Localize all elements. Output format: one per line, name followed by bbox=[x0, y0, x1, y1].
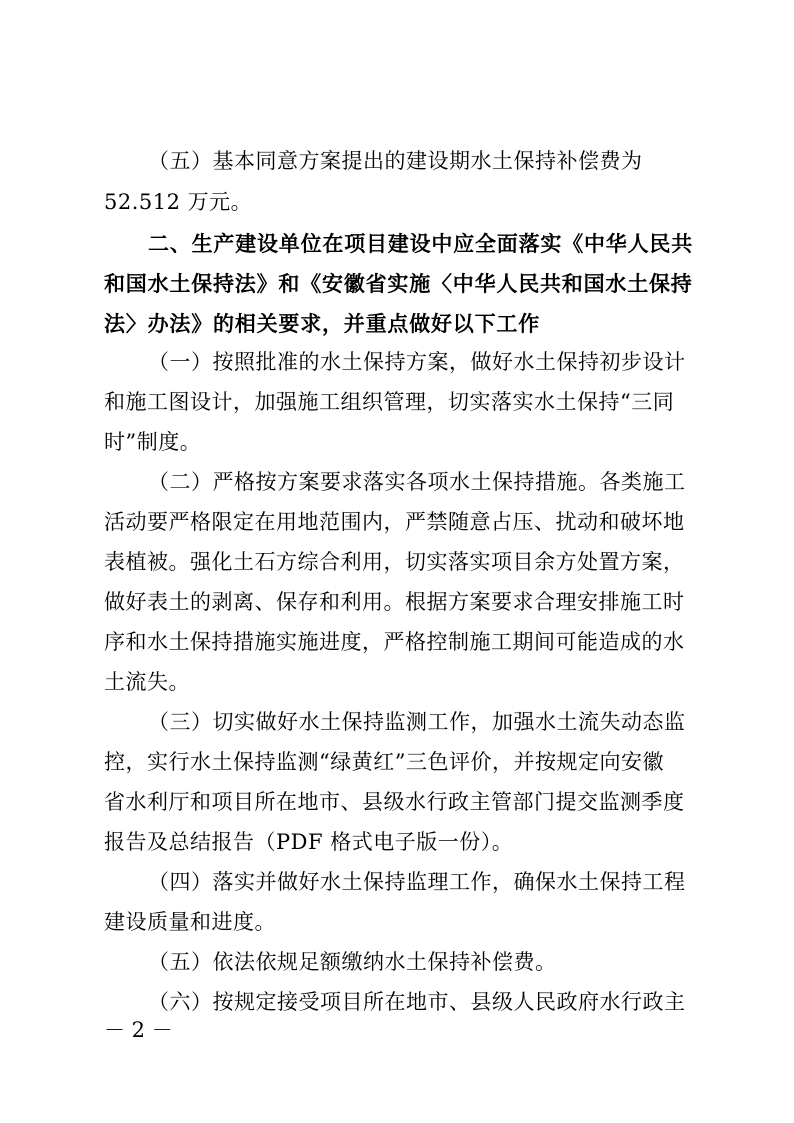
paragraph-line: （三）切实做好水土保持监测工作，加强水土流失动态监 bbox=[148, 710, 686, 734]
paragraph-line: 做好表土的剥离、保存和利用。根据方案要求合理安排施工时 bbox=[104, 590, 685, 614]
section-heading-line: 二、生产建设单位在项目建设中应全面落实《中华人民共 bbox=[148, 232, 693, 256]
page-number: － 2 － bbox=[104, 1018, 173, 1042]
section-heading-line: 法〉办法》的相关要求，并重点做好以下工作 bbox=[104, 312, 540, 336]
paragraph-line: （一）按照批准的水土保持方案，做好水土保持初步设计 bbox=[148, 350, 686, 374]
paragraph-line: （五）依法依规足额缴纳水土保持补偿费。 bbox=[148, 950, 557, 974]
paragraph-line: 活动要严格限定在用地范围内，严禁随意占压、扰动和破坏地 bbox=[104, 510, 685, 534]
paragraph-line: 土流失。 bbox=[104, 670, 190, 694]
paragraph-line: 52.512 万元。 bbox=[104, 190, 253, 214]
paragraph-line: 报告及总结报告（PDF 格式电子版一份）。 bbox=[104, 830, 514, 854]
paragraph-line: 控，实行水土保持监测“绿黄红”三色评价，并按规定向安徽 bbox=[104, 750, 664, 774]
paragraph-line: 建设质量和进度。 bbox=[104, 910, 276, 934]
paragraph-line: 省水利厅和项目所在地市、县级水行政主管部门提交监测季度 bbox=[104, 790, 685, 814]
paragraph-line: 表植被。强化土石方综合利用，切实落实项目余方处置方案， bbox=[104, 550, 685, 574]
section-heading-line: 和国水土保持法》和《安徽省实施〈中华人民共和国水土保持 bbox=[104, 272, 693, 296]
paragraph-line: 序和水土保持措施实施进度，严格控制施工期间可能造成的水 bbox=[104, 630, 685, 654]
paragraph-line: （二）严格按方案要求落实各项水土保持措施。各类施工 bbox=[148, 470, 686, 494]
paragraph-line: （六）按规定接受项目所在地市、县级人民政府水行政主 bbox=[148, 990, 686, 1014]
paragraph-line: （四）落实并做好水土保持监理工作，确保水土保持工程 bbox=[148, 870, 686, 894]
paragraph-line: （五）基本同意方案提出的建设期水土保持补偿费为 bbox=[148, 149, 643, 173]
paragraph-line: 和施工图设计，加强施工组织管理，切实落实水土保持“三同 bbox=[104, 390, 675, 414]
paragraph-line: 时”制度。 bbox=[104, 430, 202, 454]
